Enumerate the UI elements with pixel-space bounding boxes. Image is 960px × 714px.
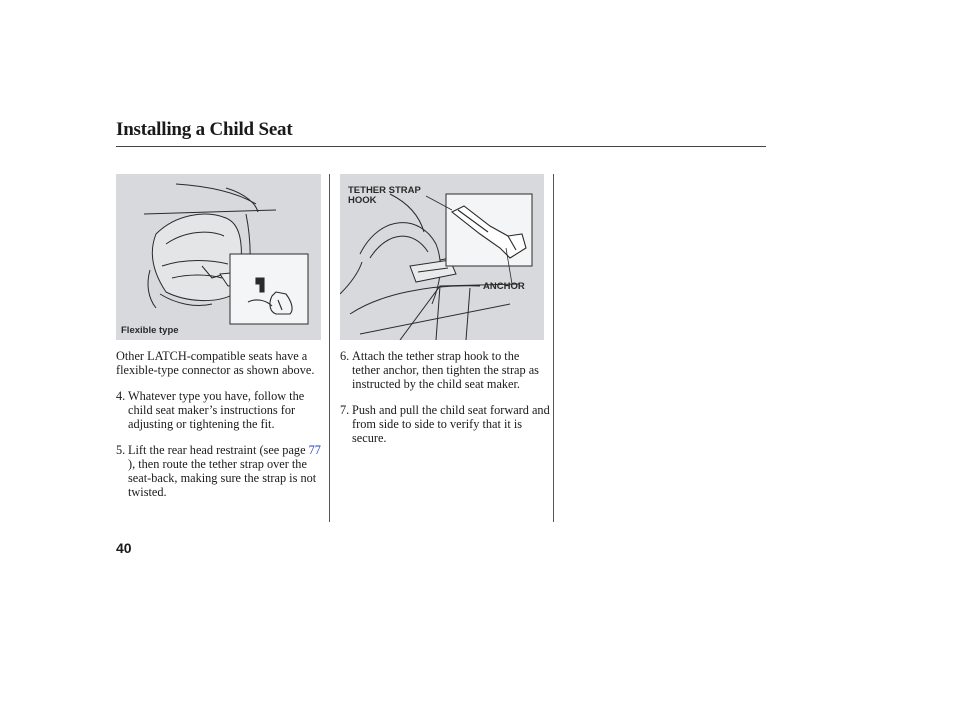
column-divider-right <box>553 174 554 522</box>
column-divider-center <box>329 174 330 522</box>
step-4-text: Whatever type you have, follow the child seat maker’s instructions for adjusting or tightening the fit. <box>128 389 305 431</box>
title-rule <box>116 146 766 147</box>
step-6-text: Attach the tether strap hook to the tether anchor, then tighten the strap as instructed by the child seat maker. <box>352 349 539 391</box>
figure-label-tether-strap-hook: TETHER STRAP HOOK <box>348 185 421 206</box>
figure-caption-flexible-type: Flexible type <box>121 325 179 336</box>
step-5-text-before: Lift the rear head restraint (see page <box>128 443 309 457</box>
page-title: Installing a Child Seat <box>116 119 293 140</box>
step-5-text-after: ), then route the tether strap over the seat-back, making sure the strap is not twisted. <box>128 457 317 499</box>
step-7-text: Push and pull the child seat forward and from side to side to verify that it is secure. <box>352 403 550 445</box>
right-column-text <box>340 349 550 445</box>
left-column-text <box>116 349 326 499</box>
step-4-number: 4. <box>116 389 126 403</box>
child-seat-illustration <box>116 174 321 340</box>
figure-label-anchor: ANCHOR <box>483 281 525 292</box>
step-5-number: 5. <box>116 443 126 457</box>
figure-flexible-type <box>116 174 321 340</box>
step-4 <box>116 389 326 431</box>
figure-tether-anchor <box>340 174 544 340</box>
step-7-number: 7. <box>340 403 350 417</box>
page-77-link[interactable]: 77 <box>308 443 321 457</box>
intro-paragraph: Other LATCH-compatible seats have a flexible-type connector as shown above. <box>116 349 315 377</box>
step-7 <box>340 403 550 445</box>
step-5 <box>116 443 326 499</box>
step-6 <box>340 349 550 391</box>
step-6-number: 6. <box>340 349 350 363</box>
page-number: 40 <box>116 540 132 556</box>
